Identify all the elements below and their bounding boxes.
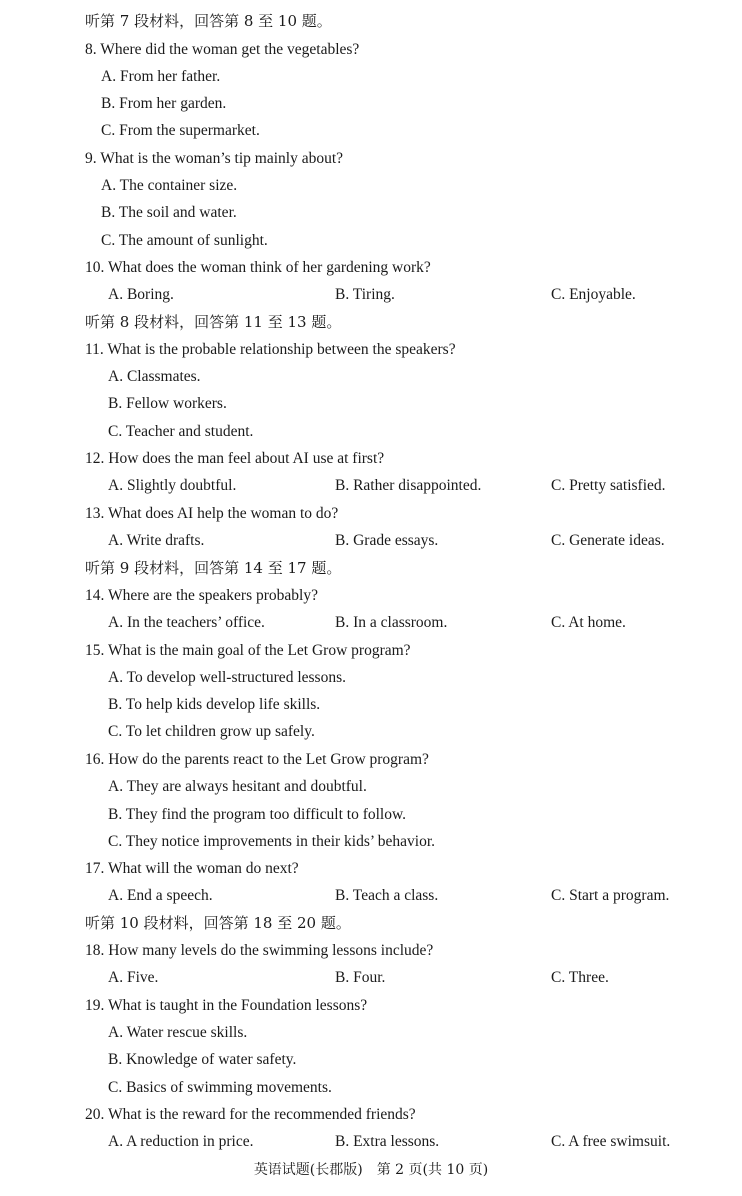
question-stem: 14. Where are the speakers probably? [85, 587, 318, 604]
options-row [0, 609, 742, 636]
option-a: A. Boring. [108, 286, 174, 303]
section-heading: 听第 10 段材料，回答第 18 至 20 题。 [85, 914, 351, 932]
question-stem: 17. What will the woman do next? [85, 860, 299, 877]
option-c: C. From the supermarket. [101, 122, 260, 139]
option-a: A. Slightly doubtful. [108, 477, 237, 494]
option-b: B. Knowledge of water safety. [108, 1051, 297, 1068]
question-stem: 11. What is the probable relationship between the speakers? [85, 341, 456, 358]
option-c: C. A free swimsuit. [551, 1133, 671, 1150]
option-c: C. Three. [551, 969, 609, 986]
option-b: B. From her garden. [101, 95, 227, 112]
option-c: C. Pretty satisfied. [551, 477, 666, 494]
option-a: A. A reduction in price. [108, 1133, 254, 1150]
option-b: B. The soil and water. [101, 204, 237, 221]
option-a: A. Classmates. [108, 368, 201, 385]
option-a: A. Water rescue skills. [108, 1024, 248, 1041]
question-stem: 18. How many levels do the swimming lessons include? [85, 942, 434, 959]
option-a: A. End a speech. [108, 887, 213, 904]
page-footer: 英语试题(长郡版) 第 2 页(共 10 页) [253, 1162, 489, 1178]
option-b: B. In a classroom. [335, 614, 448, 631]
option-b: B. To help kids develop life skills. [108, 696, 321, 713]
options-row [0, 1128, 742, 1155]
question-stem: 20. What is the reward for the recommended friends? [85, 1106, 416, 1123]
option-c: C. Basics of swimming movements. [108, 1079, 332, 1096]
question-stem: 13. What does AI help the woman to do? [85, 505, 339, 522]
option-c: C. Generate ideas. [551, 532, 665, 549]
question-stem: 12. How does the man feel about AI use at first? [85, 450, 385, 467]
options-row [0, 964, 742, 991]
option-a: A. To develop well-structured lessons. [108, 669, 346, 686]
option-c: C. They notice improvements in their kids’ behavior. [108, 833, 436, 850]
option-c: C. To let children grow up safely. [108, 723, 315, 740]
option-c: C. Start a program. [551, 887, 670, 904]
option-b: B. Tiring. [335, 286, 395, 303]
option-a: A. Write drafts. [108, 532, 205, 549]
option-a: A. The container size. [101, 177, 238, 194]
question-stem: 8. Where did the woman get the vegetables? [85, 41, 360, 58]
options-row [0, 882, 742, 909]
options-row [0, 472, 742, 499]
section-heading: 听第 7 段材料，回答第 8 至 10 题。 [85, 12, 332, 30]
options-row [0, 527, 742, 554]
question-stem: 10. What does the woman think of her gardening work? [85, 259, 431, 276]
option-a: A. From her father. [101, 68, 221, 85]
option-b: B. Grade essays. [335, 532, 439, 549]
option-c: C. Enjoyable. [551, 286, 636, 303]
option-a: A. They are always hesitant and doubtful. [108, 778, 367, 795]
option-a: A. In the teachers’ office. [108, 614, 265, 631]
option-c: C. Teacher and student. [108, 423, 254, 440]
option-b: B. Extra lessons. [335, 1133, 440, 1150]
question-stem: 19. What is taught in the Foundation lessons? [85, 997, 368, 1014]
option-b: B. Fellow workers. [108, 395, 227, 412]
option-b: B. Rather disappointed. [335, 477, 482, 494]
section-heading: 听第 9 段材料，回答第 14 至 17 题。 [85, 559, 342, 577]
question-stem: 15. What is the main goal of the Let Grow program? [85, 642, 411, 659]
question-stem: 16. How do the parents react to the Let Grow program? [85, 751, 429, 768]
option-c: C. At home. [551, 614, 626, 631]
option-b: B. Teach a class. [335, 887, 439, 904]
option-a: A. Five. [108, 969, 159, 986]
option-c: C. The amount of sunlight. [101, 232, 268, 249]
section-heading: 听第 8 段材料，回答第 11 至 13 题。 [85, 313, 342, 331]
option-b: B. Four. [335, 969, 386, 986]
option-b: B. They find the program too difficult to follow. [108, 806, 407, 823]
question-stem: 9. What is the woman’s tip mainly about? [85, 150, 344, 167]
options-row [0, 281, 742, 308]
